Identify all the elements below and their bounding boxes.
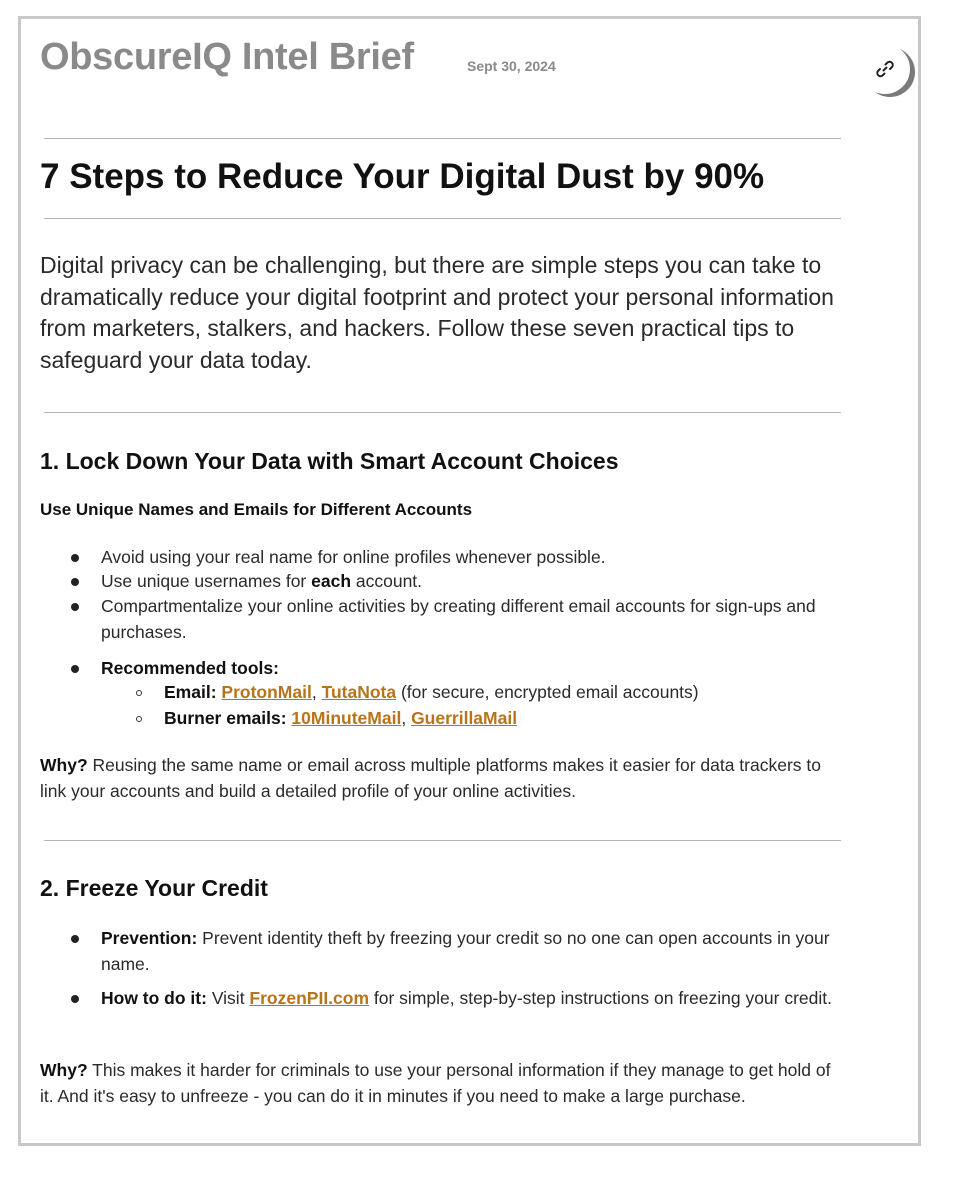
bullet-dot [71, 603, 79, 611]
why-label: Why? [40, 755, 88, 775]
sub-bullet [136, 690, 142, 696]
divider [44, 840, 841, 841]
section-subheading: Use Unique Names and Emails for Different Accounts [40, 500, 473, 519]
bullet-dot [71, 665, 79, 673]
sub-bullet [136, 716, 142, 722]
list-item-text: account. [351, 571, 423, 591]
article-title: 7 Steps to Reduce Your Digital Dust by 90% [40, 157, 765, 196]
why-label: Why? [40, 1060, 88, 1080]
list-item [101, 986, 843, 1012]
bullet-dot [71, 995, 79, 1003]
why-text: Reusing the same name or email across multiple platforms makes it easier for data trackers to link your accounts and build a detailed profile of your online activities. [40, 755, 821, 801]
why-paragraph [40, 1058, 840, 1109]
frozenpii-link[interactable]: FrozenPII.com [249, 988, 370, 1008]
section-heading: 1. Lock Down Your Data with Smart Account Choices [40, 448, 619, 474]
burner-label: Burner emails: [164, 708, 287, 728]
divider [44, 218, 841, 219]
list-item [101, 926, 843, 977]
list-item-text: Visit [206, 988, 250, 1008]
bullet-dot [71, 935, 79, 943]
section-heading: 2. Freeze Your Credit [40, 875, 268, 901]
divider [44, 412, 841, 413]
why-text: This makes it harder for criminals to use your personal information if they manage to get hold of it. And it's easy to unfreeze - you can do it in minutes if you need to make a large purchase. [40, 1060, 831, 1106]
email-note: (for secure, encrypted email accounts) [400, 682, 699, 702]
link-icon [873, 57, 897, 81]
bullet-dot [71, 578, 79, 586]
list-item: Compartmentalize your online activities by creating different email accounts for sign-ups and purchases. [101, 596, 816, 642]
10minutemail-link[interactable]: 10MinuteMail [291, 708, 402, 728]
guerrillamail-link[interactable]: GuerrillaMail [411, 708, 518, 728]
separator: , [401, 708, 407, 728]
email-label: Email: [164, 682, 217, 702]
prevention-label: Prevention: [101, 928, 198, 948]
copy-link-button[interactable] [860, 44, 910, 94]
tutanota-link[interactable]: TutaNota [321, 682, 397, 702]
sub-list-item [164, 680, 699, 706]
tools-label: Recommended tools: [101, 658, 279, 678]
list-item: Avoid using your real name for online profiles whenever possible. [101, 547, 606, 567]
divider [44, 138, 841, 139]
list-item [101, 569, 843, 595]
bullet-dot [71, 554, 79, 562]
brand-title: ObscureIQ Intel Brief [40, 36, 414, 78]
list-item-text: Prevent identity theft by freezing your credit so no one can open accounts in your name. [101, 928, 830, 974]
list-item-text: Use unique usernames for [101, 571, 312, 591]
protonmail-link[interactable]: ProtonMail [221, 682, 312, 702]
intro-paragraph: Digital privacy can be challenging, but there are simple steps you can take to dramatically reduce your digital footprint and protect your personal information from marketers, stalkers, and hackers. Follow these seven practical tips to safeguard your data today. [40, 252, 834, 373]
separator: , [311, 682, 317, 702]
emphasis-text: each [311, 571, 352, 591]
list-item-text: for simple, step-by-step instructions on freezing your credit. [369, 988, 833, 1008]
issue-date: Sept 30, 2024 [467, 58, 556, 74]
howto-label: How to do it: [101, 988, 207, 1008]
sub-list-item [164, 706, 517, 732]
why-paragraph [40, 753, 840, 804]
list-item [101, 656, 843, 682]
